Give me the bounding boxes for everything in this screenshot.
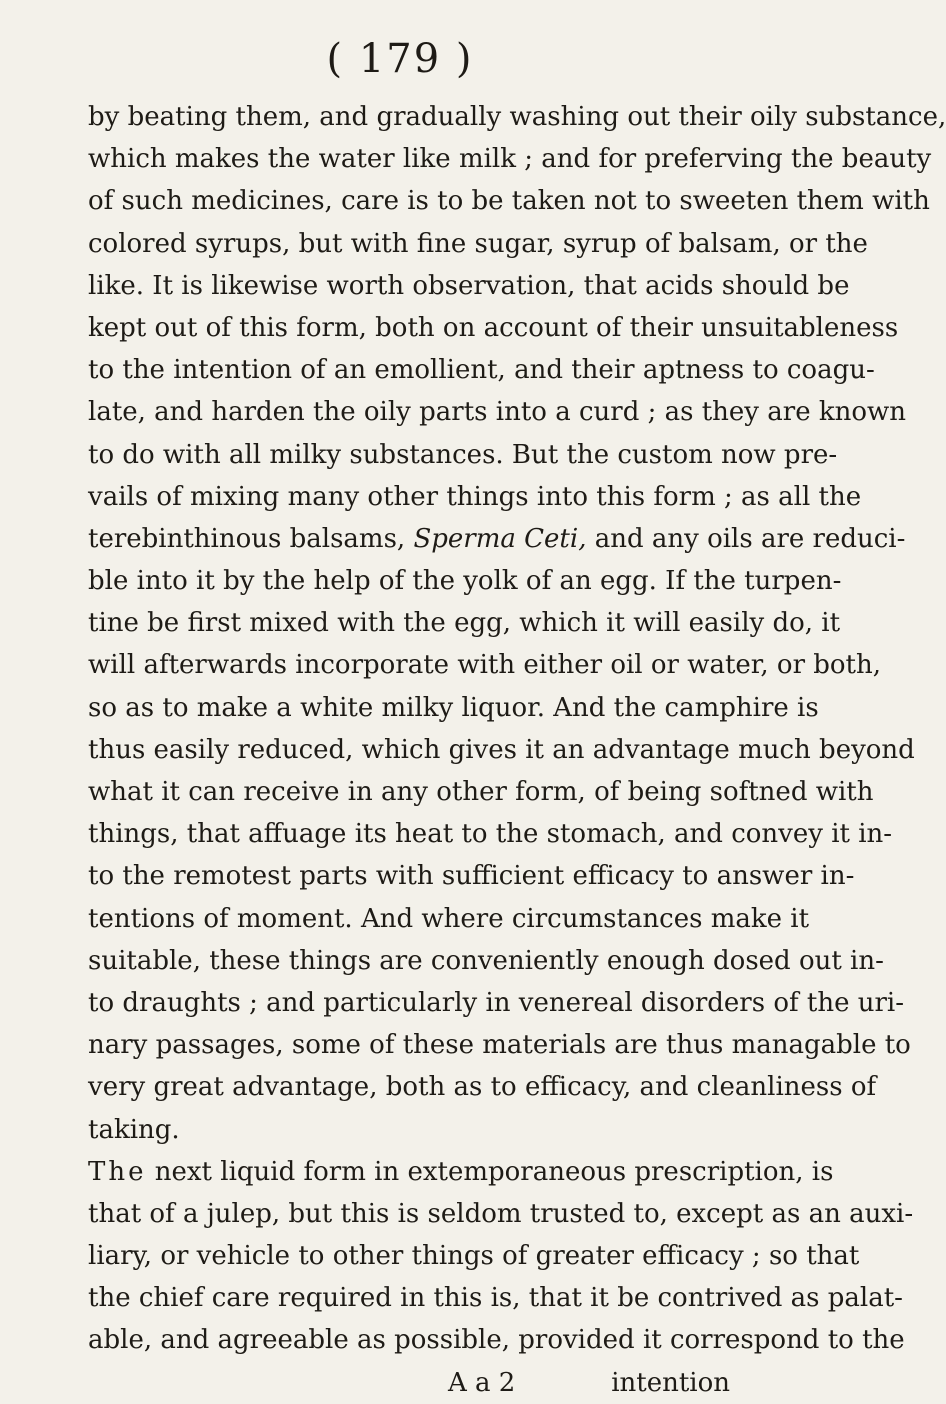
text-line: to do with all milky substances. But the custom now pre- — [88, 439, 838, 470]
text-line: colored syrups, but with fine sugar, syrup of balsam, or the — [88, 228, 868, 259]
text-line: like. It is likewise worth observation, that acids should be — [88, 270, 850, 301]
text-segment: next liquid form in extemporaneous prescription, is — [154, 1156, 834, 1187]
text-line: liary, or vehicle to other things of greater efficacy ; so that — [88, 1241, 860, 1272]
text-line: will afterwards incorporate with either oil or water, or both, — [88, 650, 882, 681]
text-line: that of a julep, but this is seldom trusted to, except as an auxi- — [88, 1198, 914, 1229]
text-line: thus easily reduced, which gives it an advantage much beyond — [88, 734, 915, 765]
text-line: nary passages, some of these materials are thus managable to — [88, 1030, 911, 1061]
paragraph-initial-word: The — [88, 1156, 147, 1187]
text-line: tine be first mixed with the egg, which it will easily do, it — [88, 608, 841, 639]
text-line: so as to make a white milky liquor. And the camphire is — [88, 692, 819, 723]
text-line: taking. — [88, 1114, 180, 1145]
text-line: to the remotest parts with sufficient efficacy to answer in- — [88, 861, 855, 892]
text-line: to draughts ; and particularly in venereal disorders of the uri- — [88, 987, 905, 1018]
text-line: late, and harden the oily parts into a curd ; as they are known — [88, 397, 906, 428]
page-number: ( 179 ) — [326, 36, 474, 82]
text-line: suitable, these things are conveniently enough dosed out in- — [88, 945, 884, 976]
text-line: ble into it by the help of the yolk of an egg. If the turpen- — [88, 566, 842, 597]
text-line: which makes the water like milk ; and for preferving the beauty — [88, 144, 932, 175]
body-text — [88, 96, 946, 1404]
text-segment: terebinthinous balsams, — [88, 523, 406, 554]
text-line: to the intention of an emollient, and their aptness to coagu- — [88, 355, 875, 386]
text-line: very great advantage, both as to efficacy, and cleanliness of — [88, 1072, 877, 1103]
text-line: of such medicines, care is to be taken not to sweeten them with — [88, 186, 930, 217]
paragraph-start-line — [88, 1151, 834, 1193]
catchword: intention — [611, 1367, 730, 1398]
text-line: by beating them, and gradually washing out their oily substance, — [88, 102, 946, 132]
text-line-mixed — [88, 518, 906, 560]
signature-mark: A a 2 — [448, 1367, 516, 1398]
italic-term: Sperma Ceti, — [413, 523, 587, 554]
text-line: tentions of moment. And where circumstances make it — [88, 903, 810, 934]
text-line: kept out of this form, both on account of their unsuitableness — [88, 312, 899, 343]
text-line: able, and agreeable as possible, provided it correspond to the — [88, 1325, 905, 1356]
text-line: things, that affuage its heat to the stomach, and convey it in- — [88, 819, 893, 850]
text-line: what it can receive in any other form, of being softned with — [88, 777, 874, 807]
text-segment: and any oils are reduci- — [594, 523, 906, 554]
text-line: vails of mixing many other things into this form ; as all the — [88, 481, 862, 512]
footer-line — [88, 1362, 730, 1404]
text-line: the chief care required in this is, that it be contrived as palat- — [88, 1283, 903, 1314]
